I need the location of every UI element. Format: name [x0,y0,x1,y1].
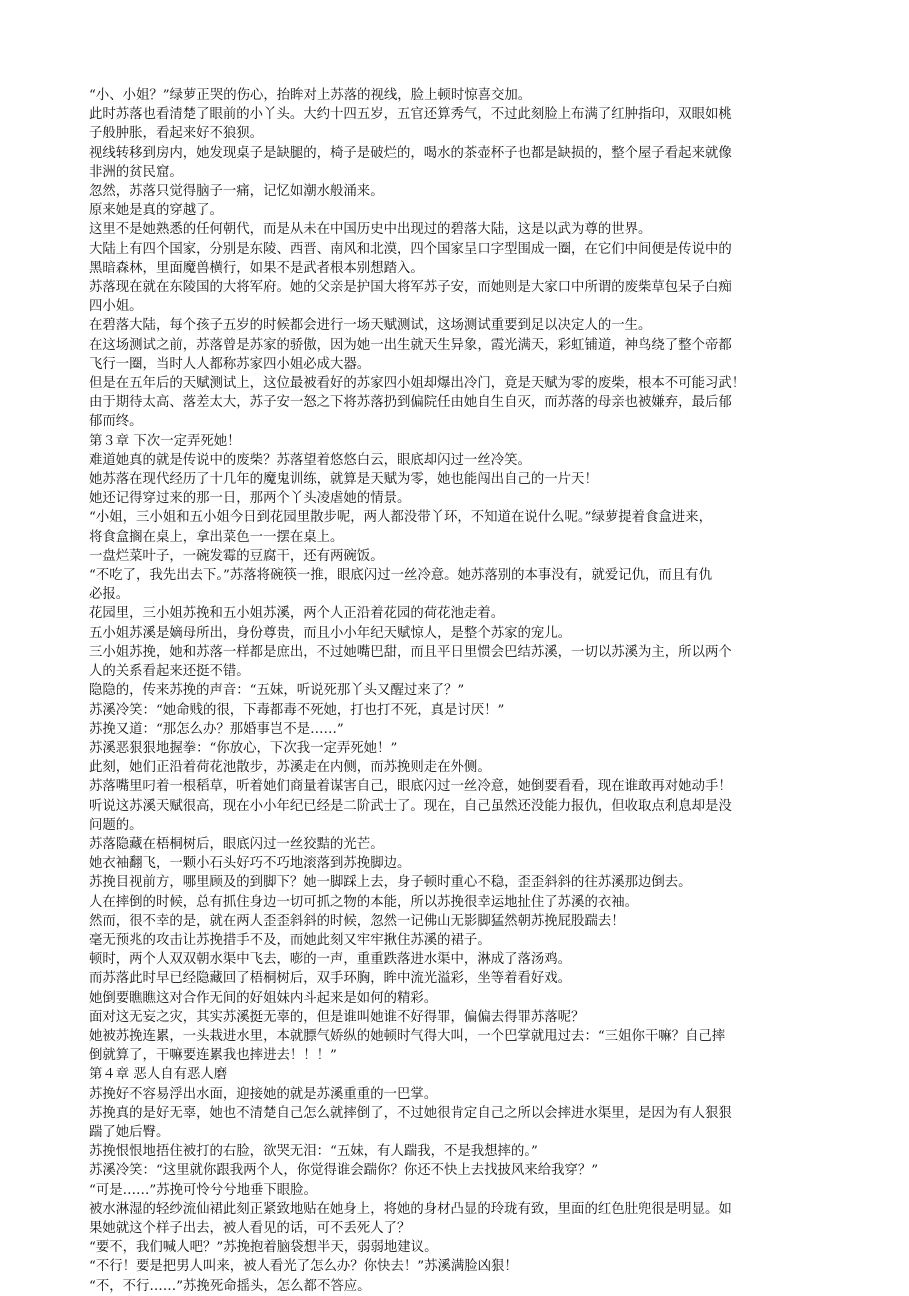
paragraph [89,739,821,758]
text-line: 大陆上有四个国家，分别是东陵、西晋、南风和北漠，四个国家呈口字型围成一圈，在它们中间便是传说中的 [89,241,732,257]
paragraph [89,950,821,969]
text-line: 在这场测试之前，苏落曾是苏家的骄傲，因为她一出生就天生异象，霞光满天，彩虹铺道，神鸟绕了整个帝都 [89,337,732,353]
text-line: 苏溪冷笑：“她命贱的很，下毒都毒不死她，打也打不死，真是讨厌！” [89,702,505,718]
paragraph [89,873,821,892]
text-line: “不，不行……”苏挽死命摇头，怎么都不答应。 [89,1278,371,1294]
text-line: 子般肿胀，看起来好不狼狈。 [89,126,264,142]
text-line: 花园里，三小姐苏挽和五小姐苏溪，两个人正沿着花园的荷花池走着。 [89,606,505,622]
text-line: 第３章 下次一定弄死她！ [89,433,241,449]
paragraph [89,1085,821,1104]
paragraph [89,604,821,623]
text-line: 原来她是真的穿越了。 [89,203,223,219]
text-line: 人的关系看起来还挺不错。 [89,664,250,680]
text-line: 顿时，两个人双双朝水渠中飞去，嘭的一声，重重跌落进水渠中，淋成了落汤鸡。 [89,952,572,968]
paragraph [89,566,821,604]
text-line: 她倒要瞧瞧这对合作无间的好姐妹内斗起来是如何的精彩。 [89,990,438,1006]
paragraph [89,278,821,316]
paragraph [89,1104,821,1142]
text-line: 问题的。 [89,817,143,833]
paragraph [89,931,821,950]
paragraph [89,240,821,278]
paragraph [89,1161,821,1180]
text-line: 苏落现在就在东陵国的大将军府。她的父亲是护国大将军苏子安，而她则是大家口中所谓的废柴草包呆子白痴 [89,280,732,296]
paragraph [89,969,821,988]
text-line: “不行！要是把男人叫来，被人看光了怎么办？你快去！”苏溪满脸凶狠！ [89,1259,518,1275]
text-line: 而苏落此时早已经隐藏回了梧桐树后，双手环胸，眸中流光溢彩，坐等着看好戏。 [89,971,572,987]
text-line: 苏落隐藏在梧桐树后，眼底闪过一丝狡黠的光芒。 [89,836,384,852]
text-line: 她衣袖翻飞，一颗小石头好巧不巧地滚落到苏挽脚边。 [89,856,411,872]
paragraph [89,643,821,681]
paragraph [89,1142,821,1161]
paragraph [89,374,821,432]
text-line: 黑暗森林，里面魔兽横行，如果不是武者根本别想踏入。 [89,260,424,276]
paragraph [89,508,821,546]
text-line: “小姐，三小姐和五小姐今日到花园里散步呢，两人都没带丫环，不知道在说什么呢。”绿萝提着食盒进来， [89,510,712,526]
text-line: 此刻，她们正沿着荷花池散步，苏溪走在内侧，而苏挽则走在外侧。 [89,760,491,776]
text-line: 一盘烂菜叶子，一碗发霉的豆腐干，还有两碗饭。 [89,548,384,564]
text-line: 听说这苏溪天赋很高，现在小小年纪已经是二阶武士了。现在，自己虽然还没能力报仇，但收取点利息却是没 [89,798,732,814]
text-line: 将食盒搁在桌上，拿出菜色一一摆在桌上。 [89,529,344,545]
text-line: “不吃了，我先出去下。”苏落将碗筷一推，眼底闪过一丝冷意。她苏落别的本事没有，就爱记仇，而且有仇 [89,568,712,584]
paragraph [89,86,821,105]
paragraph [89,912,821,931]
text-line: 苏挽又道：“那怎么办？那婚事岂不是……” [89,721,344,737]
paragraph [89,1238,821,1257]
paragraph [89,835,821,854]
text-line: 然而，很不幸的是，就在两人歪歪斜斜的时候，忽然一记佛山无影脚猛然朝苏挽屁股踹去！ [89,913,625,929]
paragraph [89,758,821,777]
text-line: 苏挽目视前方，哪里顾及的到脚下？她一脚踩上去，身子顿时重心不稳，歪歪斜斜的往苏溪那边倒去。 [89,875,692,891]
text-line: 她苏落在现代经历了十几年的魔鬼训练，就算是天赋为零，她也能闯出自己的一片天！ [89,472,598,488]
text-line: 四小姐。 [89,299,143,315]
text-line: 郁而终。 [89,414,143,430]
paragraph [89,451,821,470]
paragraph [89,777,821,835]
paragraph [89,201,821,220]
text-line: 苏溪冷笑：“这里就你跟我两个人，你觉得谁会踹你？你还不快上去找披风来给我穿？” [89,1163,599,1179]
paragraph [89,489,821,508]
text-line: 此时苏落也看清楚了眼前的小丫头。大约十四五岁，五官还算秀气，不过此刻脸上布满了红肿指印，双眼如桃 [89,107,732,123]
text-line: 倒就算了，干嘛要连累我也摔进去！！！” [89,1048,337,1064]
paragraph [89,470,821,489]
text-line: “可是……”苏挽可怜兮兮地垂下眼脸。 [89,1182,317,1198]
text-line: 她还记得穿过来的那一日，那两个丫头凌虐她的情景。 [89,491,411,507]
chapter-heading [89,432,821,451]
text-line: 果她就这个样子出去，被人看见的话，可不丢死人了？ [89,1220,411,1236]
paragraph [89,1257,821,1276]
text-line: 第４章 恶人自有恶人磨 [89,1067,228,1083]
paragraph [89,182,821,201]
text-line: “小、小姐？”绿萝正哭的伤心，抬眸对上苏落的视线，脸上顿时惊喜交加。 [89,88,532,103]
text-line: 这里不是她熟悉的任何朝代，而是从未在中国历史中出现过的碧落大陆，这是以武为尊的世界。 [89,222,652,238]
paragraph [89,681,821,700]
paragraph [89,144,821,182]
paragraph [89,893,821,912]
text-line: 忽然，苏落只觉得脑子一痛，记忆如潮水般涌来。 [89,184,384,200]
paragraph [89,1181,821,1200]
paragraph [89,220,821,239]
text-line: 但是在五年后的天赋测试上，这位最被看好的苏家四小姐却爆出冷门，竟是天赋为零的废柴，根本不可能习武！ [89,376,746,392]
paragraph [89,1008,821,1027]
paragraph [89,1277,821,1296]
text-line: 难道她真的就是传说中的废柴？苏落望着悠悠白云，眼底却闪过一丝冷笑。 [89,452,531,468]
paragraph [89,701,821,720]
paragraph [89,1200,821,1238]
text-line: 毫无预兆的攻击让苏挽措手不及，而她此刻又牢牢揪住苏溪的裙子。 [89,932,491,948]
text-line: 被水淋湿的轻纱流仙裙此刻正紧致地贴在她身上，将她的身材凸显的玲珑有致，里面的红色肚兜很是明显。如 [89,1201,732,1217]
text-line: 苏落嘴里叼着一根稻草，听着她们商量着谋害自己，眼底闪过一丝冷意，她倒要看看，现在谁敢再对她动手！ [89,779,732,795]
text-line: 三小姐苏挽，她和苏落一样都是庶出，不过她嘴巴甜，而且平日里惯会巴结苏溪，一切以苏溪为主，所以两个 [89,644,732,660]
paragraph [89,1027,821,1065]
text-line: 非洲的贫民窟。 [89,164,183,180]
paragraph [89,624,821,643]
text-line: 由于期待太高、落差太大，苏子安一怒之下将苏落扔到偏院任由她自生自灭，而苏落的母亲也被嫌弃，最后郁 [89,395,732,411]
text-line: 苏溪恶狠狠地握拳：“你放心，下次我一定弄死她！” [89,740,398,756]
text-line: 隐隐的，传来苏挽的声音：“五妹，听说死那丫头又醒过来了？” [89,683,465,699]
text-line: 人在摔倒的时候，总有抓住身边一切可抓之物的本能，所以苏挽很幸运地扯住了苏溪的衣袖。 [89,894,639,910]
text-line: 在碧落大陆，每个孩子五岁的时候都会进行一场天赋测试，这场测试重要到足以决定人的一生。 [89,318,652,334]
chapter-heading [89,1065,821,1084]
text-line: 苏挽好不容易浮出水面，迎接她的就是苏溪重重的一巴掌。 [89,1086,438,1102]
paragraph [89,105,821,143]
text-line: 踹了她后臀。 [89,1124,170,1140]
paragraph [89,989,821,1008]
text-line: “要不，我们喊人吧？”苏挽抱着脑袋想半天，弱弱地建议。 [89,1240,438,1256]
text-line: 必报。 [89,587,130,603]
text-line: 飞行一圈，当时人人都称苏家四小姐必成大器。 [89,356,371,372]
paragraph [89,720,821,739]
text-line: 苏挽恨恨地捂住被打的右脸，欲哭无泪：“五妹，有人踹我，不是我想摔的。” [89,1144,538,1160]
paragraph [89,336,821,374]
text-line: 五小姐苏溪是嫡母所出，身份尊贵，而且小小年纪天赋惊人，是整个苏家的宠儿。 [89,625,572,641]
paragraph [89,547,821,566]
text-line: 她被苏挽连累，一头栽进水里，本就膘气娇纵的她顿时气得大叫，一个巴掌就甩过去：“三姐你干嘛？自己摔 [89,1028,726,1044]
text-line: 苏挽真的是好无辜，她也不清楚自己怎么就摔倒了，不过她很肯定自己之所以会摔进水渠里，是因为有人狠狠 [89,1105,732,1121]
paragraph [89,316,821,335]
paragraph [89,854,821,873]
text-line: 视线转移到房内，她发现桌子是缺腿的，椅子是破烂的，喝水的茶壶杯子也都是缺损的，整个屋子看起来就像 [89,145,732,161]
text-line: 面对这无妄之灾，其实苏溪挺无辜的，但是谁叫她谁不好得罪，偏偏去得罪苏落呢？ [89,1009,585,1025]
